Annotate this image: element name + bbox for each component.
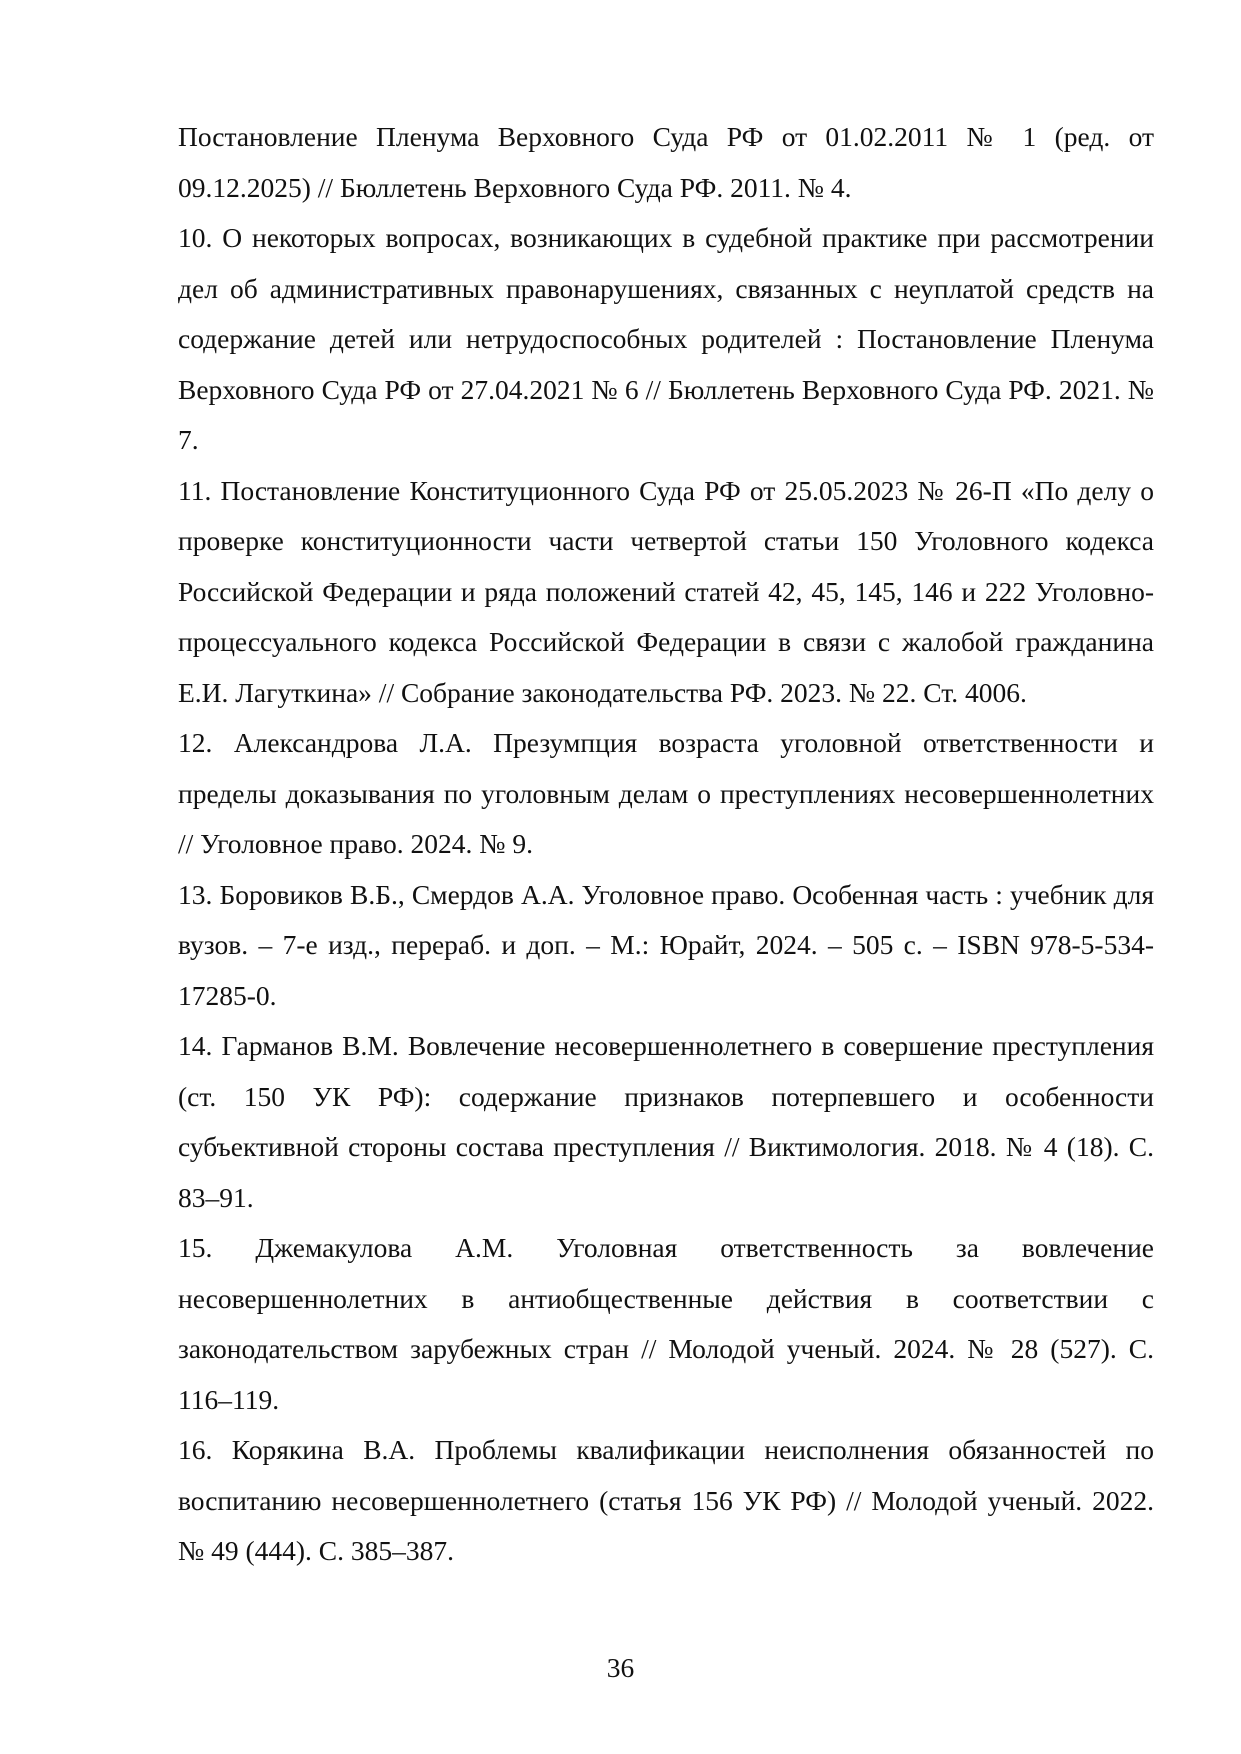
entry-number: 16. — [178, 1434, 213, 1465]
entry-number: 13. — [178, 878, 213, 910]
entry-text: Боровиков В.Б., Смердов А.А. Уголовное право. Особенная часть : учебник для вузов. – 7-е изд., перераб. и доп. – М.: Юрайт, 2024. – 505 с. – ISBN 978-5-534-17285-0. — [178, 878, 1154, 1011]
entry-text: О некоторых вопросах, возникающих в судебной практике при рассмотрении дел об административных правонарушениях, связанных с неуплатой средств на содержание детей или нетрудоспособных родителей : Постановление Пленума Верховного Суда РФ от 27.04.2021 № 6 // Бюллетень Верховного Суда РФ. 2021. № 7. — [178, 222, 1155, 455]
entry-text: Корякина В.А. Проблемы квалификации неисполнения обязанностей по воспитанию несовершеннолетнего (статья 156 УК РФ) // Молодой ученый. 2022. № 49 (444). С. 385–387. — [178, 1434, 1154, 1566]
page-number: 36 — [606, 1652, 635, 1683]
entry-number: 14. — [178, 1030, 213, 1061]
entry-number: 12. — [178, 727, 213, 758]
entry-number: 10. — [178, 222, 213, 253]
entry-text: Александрова Л.А. Презумпция возраста уголовной ответственности и пределы доказывания по уголовным делам о преступлениях несовершеннолетних // Уголовное право. 2024. № 9. — [178, 727, 1155, 859]
entry-text: Гарманов В.М. Вовлечение несовершеннолетнего в совершение преступления (ст. 150 УК РФ): содержание признаков потерпевшего и особенности субъективной стороны состава преступления // Виктимология. 2018. № 4 (18). С. 83–91. — [178, 1030, 1155, 1213]
bibliography-entry-15 — [178, 1223, 1154, 1425]
bibliography-entry-11 — [178, 466, 1154, 719]
entry-text: Постановление Пленума Верховного Суда РФ от 01.02.2011 № 1 (ред. от 09.12.2025) // Бюллетень Верховного Суда РФ. 2011. № 4. — [178, 121, 1154, 203]
bibliography-entry-10 — [178, 213, 1154, 466]
entry-text: Джемакулова А.М. Уголовная ответственность за вовлечение несовершеннолетних в антиобщественные действия в соответствии с законодательством зарубежных стран // Молодой ученый. 2024. № 28 (527). С. 116–119. — [178, 1232, 1155, 1415]
entry-text: Постановление Конституционного Суда РФ от 25.05.2023 № 26-П «По делу о проверке конституционности части четвертой статьи 150 Уголовного кодекса Российской Федерации и ряда положений статей 42, 45, 145, 146 и 222 Уголовно-процессуального кодекса Российской Федерации в связи с жалобой гражданина Е.И. Лагуткина» // Собрание законодательства РФ. 2023. № 22. Ст. 4006. — [178, 474, 1155, 708]
bibliography-entry-12 — [178, 718, 1154, 870]
entry-number: 15. — [178, 1232, 213, 1263]
bibliography-entry-9-continuation — [178, 112, 1154, 213]
bibliography-list — [178, 112, 1154, 1577]
bibliography-entry-14 — [178, 1021, 1154, 1223]
bibliography-entry-13 — [178, 870, 1154, 1022]
entry-number: 11. — [178, 474, 212, 506]
bibliography-entry-16 — [178, 1425, 1154, 1577]
